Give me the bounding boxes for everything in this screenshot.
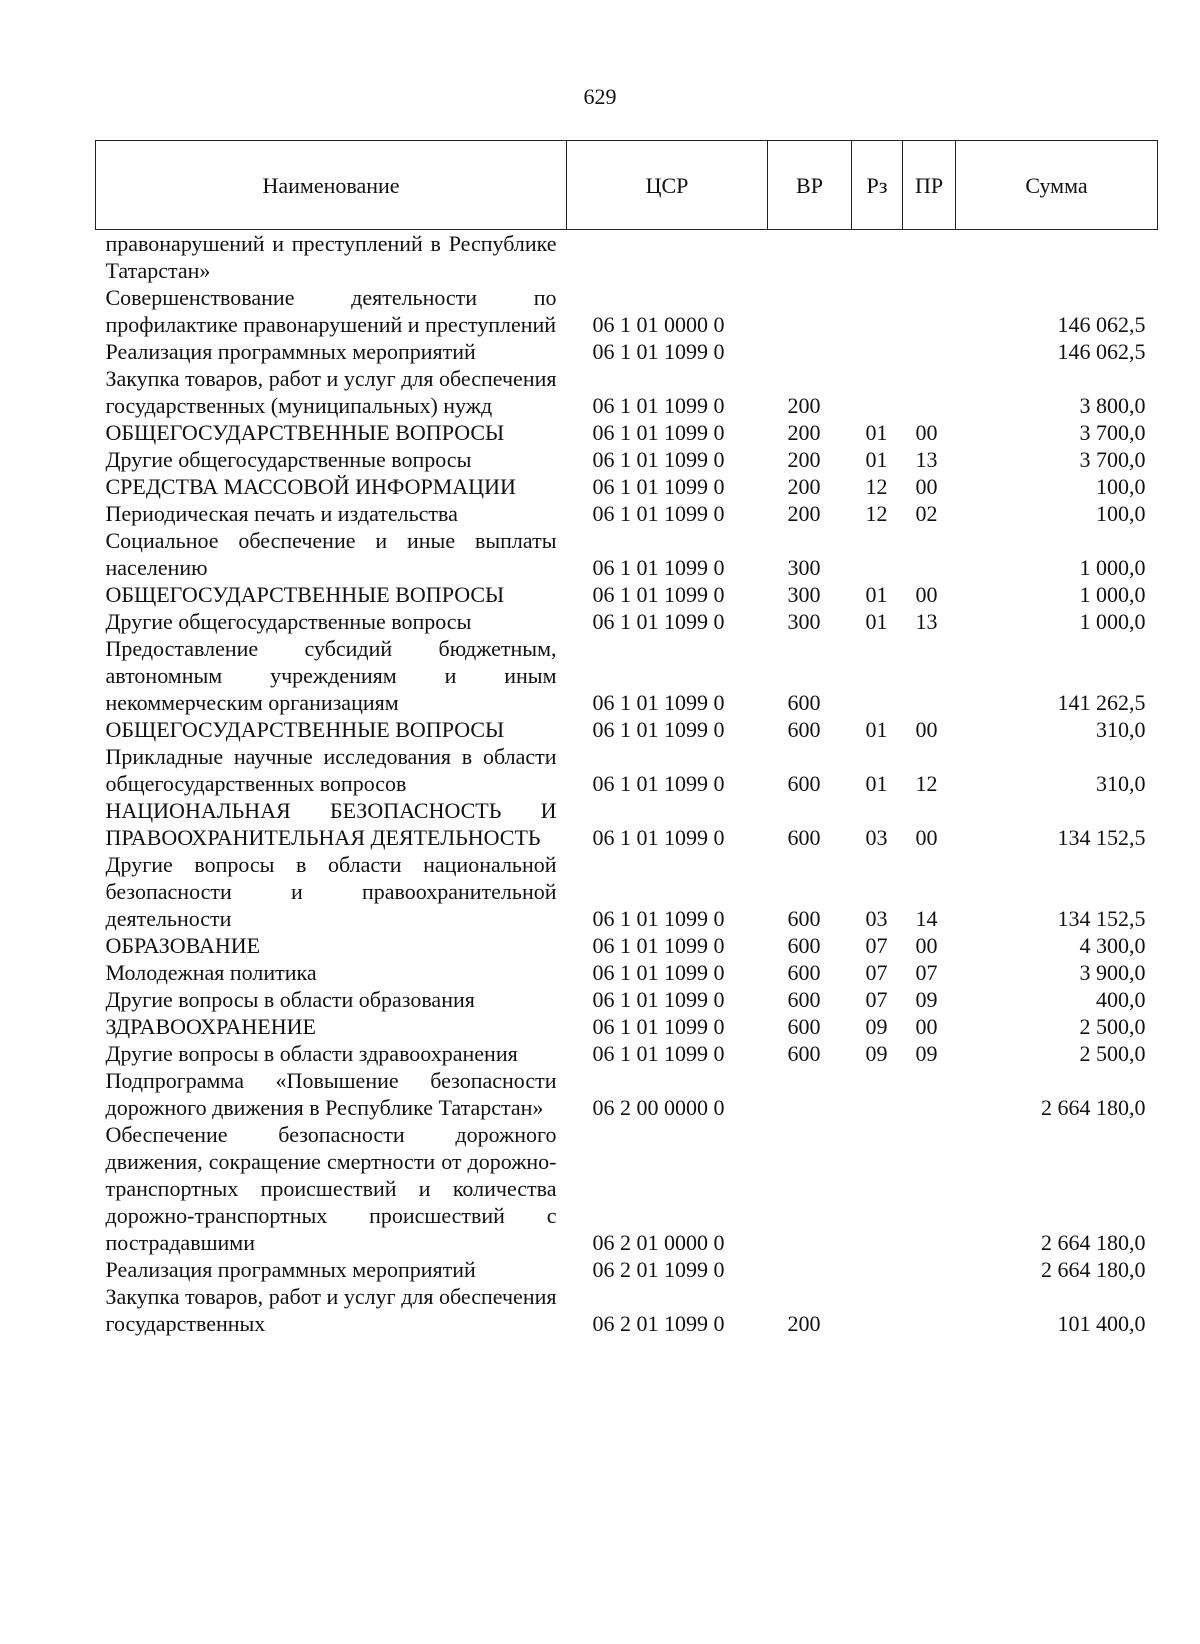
cell-csr: 06 1 01 1099 0 xyxy=(592,582,725,607)
table-row xyxy=(96,608,1158,635)
cell-sum: 134 152,5 xyxy=(1057,906,1146,931)
cell-csr: 06 1 01 1099 0 xyxy=(592,906,725,931)
cell-vr xyxy=(768,230,852,285)
table-row xyxy=(96,1283,1158,1337)
cell-sum xyxy=(956,230,1158,285)
cell-sum: 1 000,0 xyxy=(1079,555,1146,580)
cell-vr: 600 xyxy=(787,771,821,796)
cell-sum: 310,0 xyxy=(1096,771,1146,796)
cell-name: Прикладные научные исследования в области общегосударственных вопросов xyxy=(105,744,557,796)
cell-name: Подпрограмма «Повышение безопасности дорожного движения в Республике Татарстан» xyxy=(105,1068,557,1120)
cell-rz xyxy=(852,527,903,581)
cell-rz: 12 xyxy=(865,501,888,526)
cell-sum: 134 152,5 xyxy=(1057,825,1146,850)
cell-vr: 600 xyxy=(787,1014,821,1039)
header-vr: ВР xyxy=(768,141,852,230)
cell-sum: 2 664 180,0 xyxy=(1041,1095,1146,1120)
budget-table xyxy=(95,140,1158,1337)
cell-name: Реализация программных мероприятий xyxy=(105,339,476,364)
cell-sum: 400,0 xyxy=(1096,987,1146,1012)
cell-csr: 06 1 01 1099 0 xyxy=(592,933,725,958)
cell-rz: 03 xyxy=(865,906,888,931)
table-row xyxy=(96,986,1158,1013)
cell-sum: 2 664 180,0 xyxy=(1041,1230,1146,1255)
cell-vr: 200 xyxy=(787,1311,821,1336)
cell-rz: 09 xyxy=(865,1041,888,1066)
table-row xyxy=(96,473,1158,500)
page-number: 629 xyxy=(583,84,617,109)
table-row xyxy=(96,797,1158,851)
cell-rz xyxy=(852,1256,903,1283)
cell-csr: 06 1 01 1099 0 xyxy=(592,501,725,526)
cell-name: ЗДРАВООХРАНЕНИЕ xyxy=(105,1014,316,1039)
cell-pr: 09 xyxy=(915,987,938,1012)
cell-name: правонарушений и преступлений в Республике Татарстан» xyxy=(105,231,557,283)
cell-pr: 00 xyxy=(915,933,938,958)
table-row xyxy=(96,446,1158,473)
cell-vr: 600 xyxy=(787,987,821,1012)
cell-csr xyxy=(567,230,768,285)
cell-sum: 3 700,0 xyxy=(1079,447,1146,472)
cell-name: ОБЩЕГОСУДАРСТВЕННЫЕ ВОПРОСЫ xyxy=(105,582,505,607)
table-row xyxy=(96,743,1158,797)
cell-csr: 06 1 01 1099 0 xyxy=(592,690,725,715)
cell-sum: 146 062,5 xyxy=(1057,339,1146,364)
cell-rz: 01 xyxy=(865,609,888,634)
table-row xyxy=(96,1256,1158,1283)
cell-vr: 600 xyxy=(787,906,821,931)
cell-csr: 06 1 01 1099 0 xyxy=(592,393,725,418)
cell-pr xyxy=(903,1121,956,1256)
cell-csr: 06 2 01 1099 0 xyxy=(592,1257,725,1282)
cell-name: НАЦИОНАЛЬНАЯ БЕЗОПАСНОСТЬ И ПРАВООХРАНИТЕЛЬНАЯ ДЕЯТЕЛЬНОСТЬ xyxy=(105,798,557,850)
cell-sum: 2 664 180,0 xyxy=(1041,1257,1146,1282)
cell-name: ОБЩЕГОСУДАРСТВЕННЫЕ ВОПРОСЫ xyxy=(105,420,505,445)
cell-pr: 13 xyxy=(915,609,938,634)
cell-sum: 2 500,0 xyxy=(1079,1014,1146,1039)
cell-csr: 06 1 01 1099 0 xyxy=(592,1014,725,1039)
cell-pr xyxy=(903,635,956,716)
cell-pr: 00 xyxy=(915,717,938,742)
header-rz: Рз xyxy=(852,141,903,230)
cell-pr: 12 xyxy=(915,771,938,796)
table-row xyxy=(96,1013,1158,1040)
cell-pr: 07 xyxy=(915,960,938,985)
cell-rz xyxy=(852,1283,903,1337)
cell-pr: 02 xyxy=(915,501,938,526)
cell-sum: 3 700,0 xyxy=(1079,420,1146,445)
cell-pr: 09 xyxy=(915,1041,938,1066)
cell-csr: 06 1 01 1099 0 xyxy=(592,474,725,499)
cell-name: Обеспечение безопасности дорожного движения, сокращение смертности от дорожно-транспортных происшествий и количества дорожно-транспортных происшествий с пострадавшими xyxy=(105,1122,557,1255)
cell-name: Другие общегосударственные вопросы xyxy=(105,447,472,472)
cell-sum: 1 000,0 xyxy=(1079,609,1146,634)
cell-vr: 600 xyxy=(787,1041,821,1066)
header-sum: Сумма xyxy=(956,141,1158,230)
cell-pr: 00 xyxy=(915,825,938,850)
cell-vr: 300 xyxy=(787,582,821,607)
cell-rz: 01 xyxy=(865,582,888,607)
table-row xyxy=(96,932,1158,959)
cell-rz xyxy=(852,338,903,365)
cell-name: Молодежная политика xyxy=(105,960,317,985)
cell-csr: 06 1 01 1099 0 xyxy=(592,609,725,634)
table-row xyxy=(96,338,1158,365)
cell-pr xyxy=(903,1067,956,1121)
cell-rz: 07 xyxy=(865,987,888,1012)
cell-rz: 09 xyxy=(865,1014,888,1039)
cell-rz: 01 xyxy=(865,717,888,742)
cell-name: Периодическая печать и издательства xyxy=(105,501,458,526)
table-row xyxy=(96,581,1158,608)
cell-sum: 141 262,5 xyxy=(1057,690,1146,715)
cell-vr xyxy=(768,338,852,365)
cell-name: Закупка товаров, работ и услуг для обеспечения государственных xyxy=(105,1284,557,1336)
cell-rz: 07 xyxy=(865,933,888,958)
table-row xyxy=(96,851,1158,932)
cell-csr: 06 2 01 1099 0 xyxy=(592,1311,725,1336)
cell-rz: 01 xyxy=(865,771,888,796)
cell-rz xyxy=(852,1067,903,1121)
cell-csr: 06 1 01 1099 0 xyxy=(592,555,725,580)
cell-rz: 03 xyxy=(865,825,888,850)
cell-sum: 3 800,0 xyxy=(1079,393,1146,418)
cell-vr: 300 xyxy=(787,609,821,634)
cell-vr xyxy=(768,1067,852,1121)
cell-name: СРЕДСТВА МАССОВОЙ ИНФОРМАЦИИ xyxy=(105,474,516,499)
cell-vr: 200 xyxy=(787,447,821,472)
cell-rz xyxy=(852,635,903,716)
cell-vr: 600 xyxy=(787,717,821,742)
cell-name: Совершенствование деятельности по профилактике правонарушений и преступлений xyxy=(105,285,557,337)
cell-name: Реализация программных мероприятий xyxy=(105,1257,476,1282)
cell-vr: 600 xyxy=(787,933,821,958)
cell-csr: 06 1 01 0000 0 xyxy=(592,312,725,337)
cell-sum: 3 900,0 xyxy=(1079,960,1146,985)
table-row xyxy=(96,959,1158,986)
cell-sum: 100,0 xyxy=(1096,501,1146,526)
cell-name: Другие вопросы в области образования xyxy=(105,987,475,1012)
cell-vr: 200 xyxy=(787,474,821,499)
cell-name: Предоставление субсидий бюджетным, автономным учреждениям и иным некоммерческим организациям xyxy=(105,636,557,715)
cell-vr xyxy=(768,284,852,338)
cell-pr xyxy=(903,1256,956,1283)
cell-vr xyxy=(768,1121,852,1256)
cell-rz xyxy=(852,365,903,419)
cell-csr: 06 1 01 1099 0 xyxy=(592,420,725,445)
table-row xyxy=(96,365,1158,419)
cell-pr: 00 xyxy=(915,1014,938,1039)
cell-sum: 146 062,5 xyxy=(1057,312,1146,337)
cell-name: Другие общегосударственные вопросы xyxy=(105,609,472,634)
cell-csr: 06 2 00 0000 0 xyxy=(592,1095,725,1120)
cell-csr: 06 1 01 1099 0 xyxy=(592,717,725,742)
cell-rz: 01 xyxy=(865,447,888,472)
cell-pr: 00 xyxy=(915,474,938,499)
cell-sum: 101 400,0 xyxy=(1057,1311,1146,1336)
cell-name: Социальное обеспечение и иные выплаты населению xyxy=(105,528,557,580)
cell-sum: 2 500,0 xyxy=(1079,1041,1146,1066)
cell-csr: 06 1 01 1099 0 xyxy=(592,825,725,850)
table-row xyxy=(96,527,1158,581)
cell-vr: 600 xyxy=(787,960,821,985)
cell-pr xyxy=(903,230,956,285)
cell-rz xyxy=(852,284,903,338)
cell-pr: 14 xyxy=(915,906,938,931)
cell-pr xyxy=(903,338,956,365)
cell-rz xyxy=(852,1121,903,1256)
cell-vr xyxy=(768,1256,852,1283)
table-row xyxy=(96,635,1158,716)
cell-csr: 06 1 01 1099 0 xyxy=(592,447,725,472)
table-header-row xyxy=(96,141,1158,230)
cell-pr: 00 xyxy=(915,582,938,607)
cell-csr: 06 1 01 1099 0 xyxy=(592,771,725,796)
table-row xyxy=(96,716,1158,743)
cell-sum: 4 300,0 xyxy=(1079,933,1146,958)
cell-name: ОБЩЕГОСУДАРСТВЕННЫЕ ВОПРОСЫ xyxy=(105,717,505,742)
cell-rz xyxy=(852,230,903,285)
cell-csr: 06 1 01 1099 0 xyxy=(592,1041,725,1066)
cell-sum: 100,0 xyxy=(1096,474,1146,499)
table-row xyxy=(96,1067,1158,1121)
cell-rz: 07 xyxy=(865,960,888,985)
cell-pr xyxy=(903,1283,956,1337)
cell-vr: 300 xyxy=(787,555,821,580)
cell-name: Закупка товаров, работ и услуг для обеспечения государственных (муниципальных) нужд xyxy=(105,366,557,418)
header-csr: ЦСР xyxy=(567,141,768,230)
cell-vr: 600 xyxy=(787,690,821,715)
cell-name: Другие вопросы в области здравоохранения xyxy=(105,1041,518,1066)
cell-csr: 06 2 01 0000 0 xyxy=(592,1230,725,1255)
header-name: Наименование xyxy=(96,141,567,230)
table-row xyxy=(96,1040,1158,1067)
cell-pr: 13 xyxy=(915,447,938,472)
cell-vr: 200 xyxy=(787,501,821,526)
cell-rz: 01 xyxy=(865,420,888,445)
cell-vr: 200 xyxy=(787,420,821,445)
cell-pr xyxy=(903,365,956,419)
cell-csr: 06 1 01 1099 0 xyxy=(592,339,725,364)
header-pr: ПР xyxy=(903,141,956,230)
cell-pr xyxy=(903,284,956,338)
cell-pr xyxy=(903,527,956,581)
cell-vr: 200 xyxy=(787,393,821,418)
table-row xyxy=(96,500,1158,527)
cell-pr: 00 xyxy=(915,420,938,445)
cell-csr: 06 1 01 1099 0 xyxy=(592,960,725,985)
cell-rz: 12 xyxy=(865,474,888,499)
cell-sum: 1 000,0 xyxy=(1079,582,1146,607)
cell-name: ОБРАЗОВАНИЕ xyxy=(105,933,261,958)
cell-csr: 06 1 01 1099 0 xyxy=(592,987,725,1012)
table-body xyxy=(96,230,1158,1338)
table-row xyxy=(96,1121,1158,1256)
table-row xyxy=(96,419,1158,446)
cell-name: Другие вопросы в области национальной безопасности и правоохранительной деятельности xyxy=(105,852,557,931)
cell-vr: 600 xyxy=(787,825,821,850)
table-row xyxy=(96,284,1158,338)
table-row xyxy=(96,230,1158,285)
cell-sum: 310,0 xyxy=(1096,717,1146,742)
